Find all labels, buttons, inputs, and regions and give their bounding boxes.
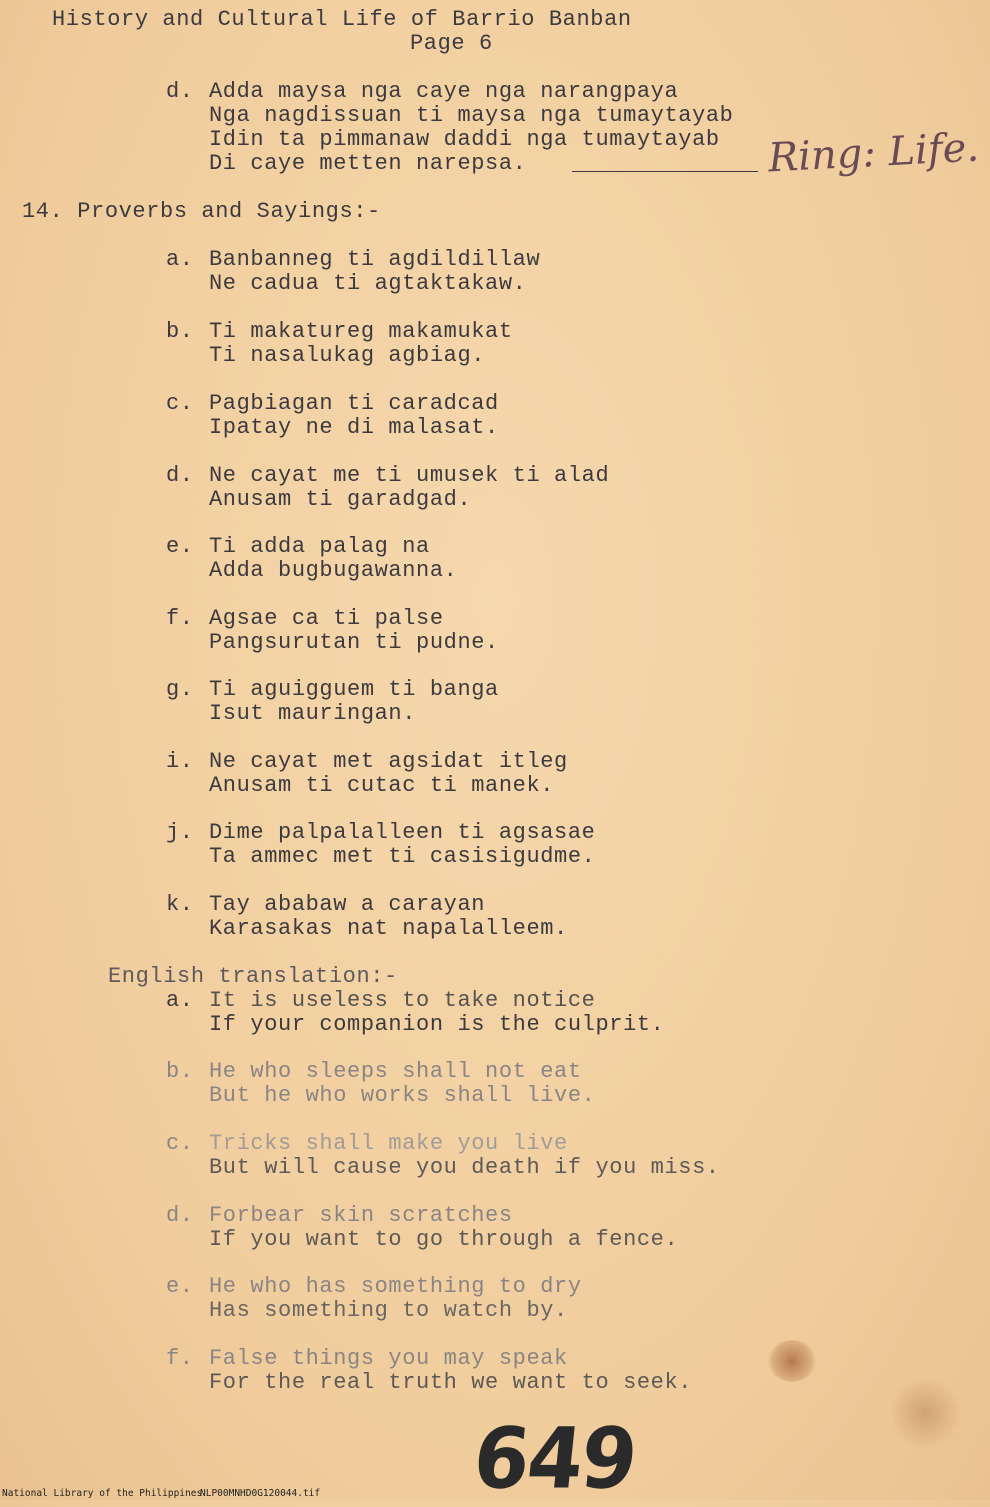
proverb-line: Ti adda palag na	[209, 534, 430, 559]
translation-line: Tricks shall make you live	[209, 1131, 568, 1156]
paper-stain	[768, 1340, 816, 1382]
translation-line: He who has something to dry	[209, 1274, 582, 1299]
translation-marker: d.	[166, 1203, 194, 1228]
proverb-line: Ne cayat met agsidat itleg	[209, 749, 568, 774]
proverb-marker: b.	[166, 319, 194, 344]
footer-source: National Library of the Philippines	[2, 1488, 203, 1499]
section-heading: 14. Proverbs and Sayings:-	[22, 199, 381, 224]
riddle-answer: Ring: Life.	[766, 124, 981, 182]
proverb-line: Pangsurutan ti pudne.	[209, 630, 499, 655]
riddle-line: Adda maysa nga caye nga narangpaya	[209, 79, 679, 104]
proverb-line: Ta ammec met ti casisigudme.	[209, 844, 596, 869]
translation-marker: a.	[166, 988, 194, 1013]
translation-line: Forbear skin scratches	[209, 1203, 513, 1228]
translation-line: He who sleeps shall not eat	[209, 1059, 582, 1084]
proverb-marker: d.	[166, 463, 194, 488]
translation-line: But he who works shall live.	[209, 1083, 596, 1108]
riddle-line: Idin ta pimmanaw daddi nga tumaytayab	[209, 127, 720, 152]
riddle-marker: d.	[166, 79, 194, 104]
proverb-line: Karasakas nat napalalleem.	[209, 916, 568, 941]
proverb-line: Ne cadua ti agtaktakaw.	[209, 271, 527, 296]
proverb-line: Agsae ca ti palse	[209, 606, 444, 631]
translation-heading: English translation:-	[108, 964, 398, 989]
translation-marker: f.	[166, 1346, 194, 1371]
proverb-marker: k.	[166, 892, 194, 917]
proverb-marker: a.	[166, 247, 194, 272]
stamped-page-number: 649	[468, 1409, 641, 1507]
proverb-line: Ne cayat me ti umusek ti alad	[209, 463, 610, 488]
answer-line	[572, 171, 758, 172]
riddle-line: Nga nagdissuan ti maysa nga tumaytayab	[209, 103, 734, 128]
translation-line: False things you may speak	[209, 1346, 568, 1371]
proverb-marker: i.	[166, 749, 194, 774]
paper-stain	[890, 1378, 960, 1448]
translation-line: If your companion is the culprit.	[209, 1012, 665, 1037]
proverb-line: Tay ababaw a carayan	[209, 892, 486, 917]
translation-marker: b.	[166, 1059, 194, 1084]
proverb-line: Ti nasalukag agbiag.	[209, 343, 486, 368]
proverb-line: Ipatay ne di malasat.	[209, 415, 499, 440]
proverb-marker: c.	[166, 391, 194, 416]
proverb-line: Adda bugbugawanna.	[209, 558, 458, 583]
proverb-line: Ti makatureg makamukat	[209, 319, 513, 344]
proverb-marker: e.	[166, 534, 194, 559]
proverb-line: Isut mauringan.	[209, 701, 417, 726]
page-label: Page 6	[410, 31, 493, 56]
document-title: History and Cultural Life of Barrio Banban	[52, 7, 632, 32]
proverb-line: Anusam ti cutac ti manek.	[209, 773, 555, 798]
proverb-line: Dime palpalalleen ti agsasae	[209, 820, 596, 845]
translation-marker: e.	[166, 1274, 194, 1299]
footer-file: NLP00MNHD0G120044.tif	[200, 1488, 321, 1499]
translation-line: But will cause you death if you miss.	[209, 1155, 720, 1180]
proverb-line: Pagbiagan ti caradcad	[209, 391, 499, 416]
translation-marker: c.	[166, 1131, 194, 1156]
proverb-marker: j.	[166, 820, 194, 845]
proverb-line: Banbanneg ti agdildillaw	[209, 247, 541, 272]
riddle-line: Di caye metten narepsa.	[209, 151, 527, 176]
proverb-line: Anusam ti garadgad.	[209, 487, 472, 512]
translation-line: For the real truth we want to seek.	[209, 1370, 693, 1395]
proverb-marker: f.	[166, 606, 194, 631]
translation-line: It is useless to take notice	[209, 988, 596, 1013]
proverb-marker: g.	[166, 677, 194, 702]
translation-line: Has something to watch by.	[209, 1298, 568, 1323]
proverb-line: Ti aguigguem ti banga	[209, 677, 499, 702]
translation-line: If you want to go through a fence.	[209, 1227, 679, 1252]
